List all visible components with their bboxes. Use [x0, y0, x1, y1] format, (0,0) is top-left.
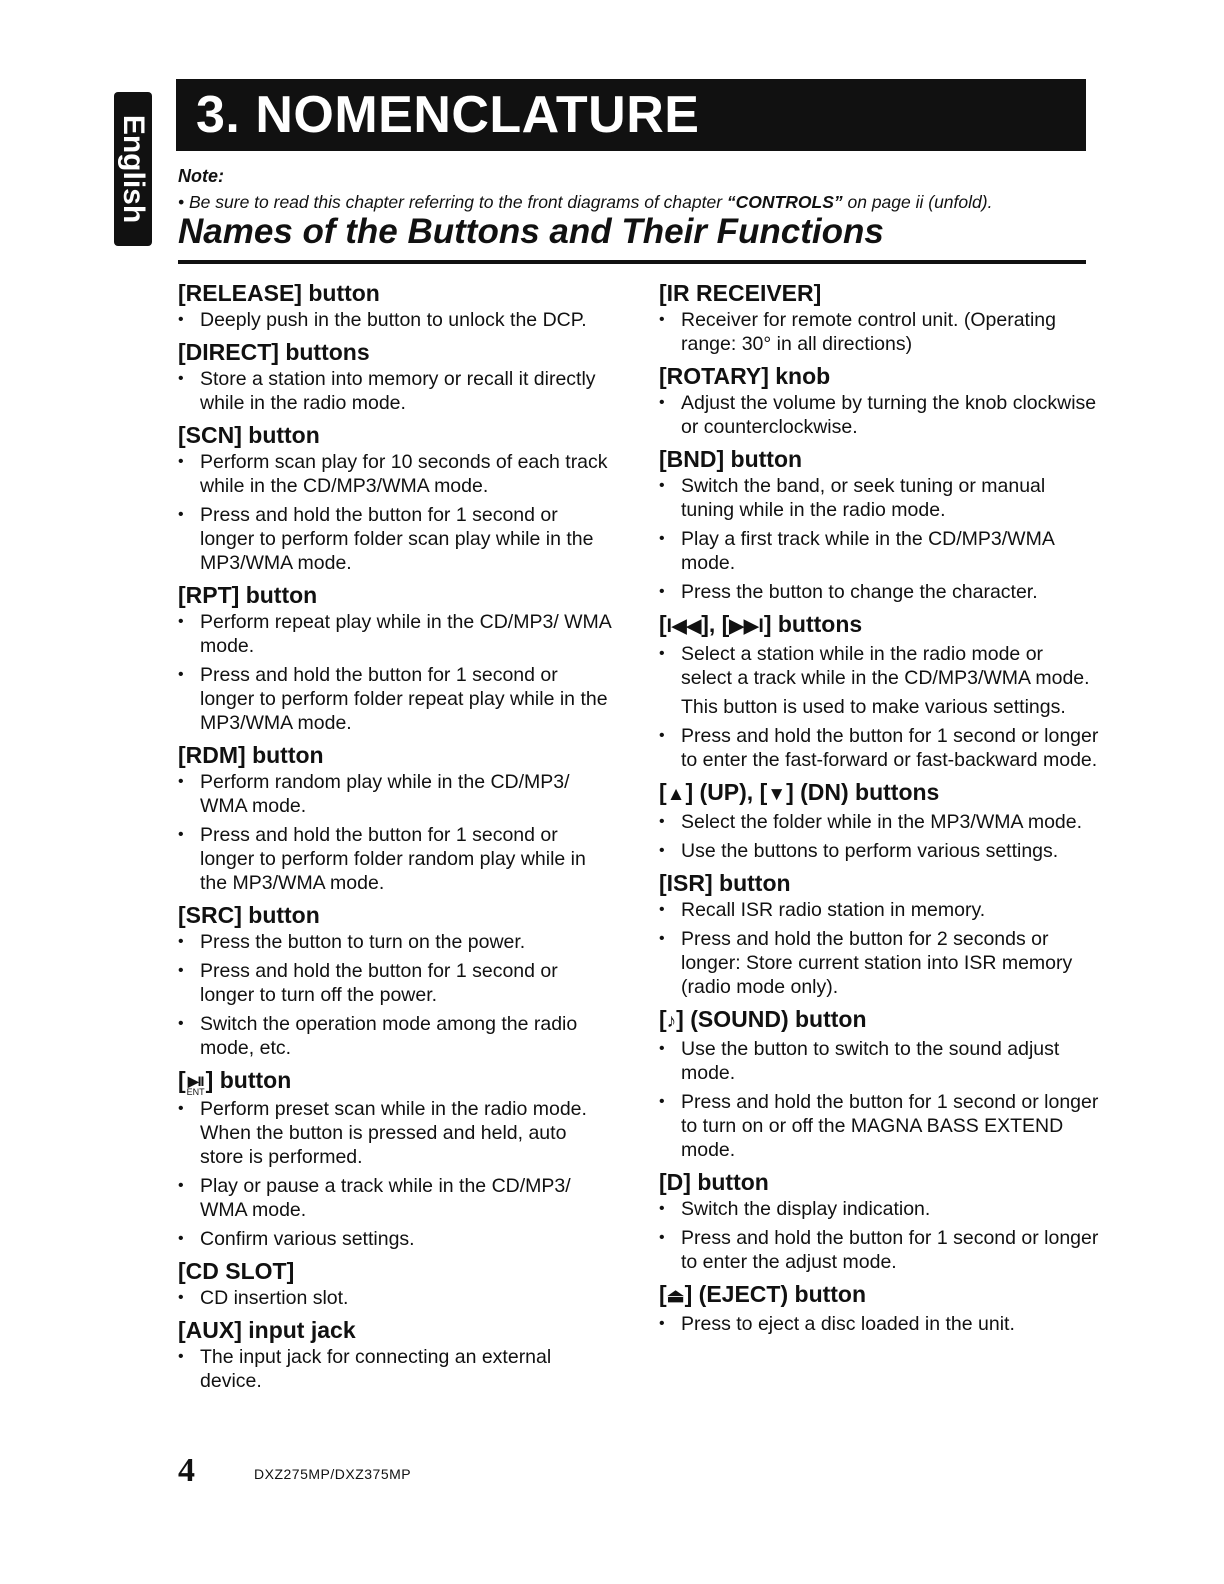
rpt-title: [RPT] button [178, 582, 318, 608]
eject-icon: ⏏ [666, 1286, 685, 1307]
scn-section [178, 420, 614, 575]
list-item: • Press and hold the button for 1 second or longer to perform folder random play while in the MP3/WMA mode. [178, 823, 614, 895]
chapter-title: 3. NOMENCLATURE [196, 86, 700, 144]
list-item: • Switch the band, or seek tuning or manual tuning while in the radio mode. [659, 474, 1099, 522]
up-down-section [659, 777, 1099, 863]
list-item: • Play a first track while in the CD/MP3/WMA mode. [659, 527, 1099, 575]
language-tab [114, 92, 152, 246]
list-item: • Press the button to change the character. [659, 580, 1099, 604]
up-arrow-icon: ▲ [666, 784, 686, 805]
release-section [178, 278, 614, 332]
list-item: • CD insertion slot. [178, 1286, 614, 1310]
play-pause-ent-icon: ▶II ENT [186, 1073, 205, 1097]
language-tab-label: English [117, 114, 150, 224]
rdm-section [178, 740, 614, 895]
rotary-section [659, 361, 1099, 439]
sound-section [659, 1004, 1099, 1162]
scn-title: [SCN] button [178, 422, 320, 448]
title-rule [178, 260, 1086, 264]
list-item: • Receiver for remote control unit. (Operating range: 30° in all directions) [659, 308, 1099, 356]
list-item: • Press and hold the button for 1 second or longer to perform folder repeat play while in the MP3/WMA mode. [178, 663, 614, 735]
skip-section [659, 609, 1099, 772]
list-item: • Confirm various settings. [178, 1227, 614, 1251]
left-column [178, 278, 614, 1398]
ir-title: [IR RECEIVER] [659, 280, 822, 306]
list-item: • Press to eject a disc loaded in the unit. [659, 1312, 1099, 1336]
src-title: [SRC] button [178, 902, 320, 928]
list-item: • Perform scan play for 10 seconds of each track while in the CD/MP3/WMA mode. [178, 450, 614, 498]
cd-slot-title: [CD SLOT] [178, 1258, 295, 1284]
skip-title: [I◀◀], [▶▶I] buttons [659, 611, 863, 637]
isr-title: [ISR] button [659, 870, 791, 896]
play-pause-title: [ ▶II ENT ] button [178, 1067, 292, 1097]
d-section [659, 1167, 1099, 1274]
list-item: • Select a station while in the radio mode or select a track while in the CD/MP3/WMA mode. [659, 642, 1099, 690]
model-number: DXZ275MP/DXZ375MP [254, 1466, 412, 1482]
note-label: Note: [178, 166, 224, 186]
list-item: • Use the button to switch to the sound adjust mode. [659, 1037, 1099, 1085]
eject-section [659, 1279, 1099, 1336]
sound-title: [♪] (SOUND) button [659, 1006, 867, 1032]
list-item: • Play or pause a track while in the CD/MP3/ WMA mode. [178, 1174, 614, 1222]
list-item: • Press and hold the button for 1 second or longer to turn off the power. [178, 959, 614, 1007]
direct-section [178, 337, 614, 415]
right-column [659, 278, 1099, 1341]
aux-title: [AUX] input jack [178, 1317, 356, 1343]
rotary-title: [ROTARY] knob [659, 363, 831, 389]
skip-previous-icon: I◀◀ [666, 616, 702, 637]
play-pause-section [178, 1065, 614, 1251]
list-item: • The input jack for connecting an external device. [178, 1345, 614, 1393]
list-item: • Switch the display indication. [659, 1197, 1099, 1221]
page-number: 4 [178, 1452, 195, 1489]
list-item: • Press the button to turn on the power. [178, 930, 614, 954]
list-item: • Adjust the volume by turning the knob clockwise or counterclockwise. [659, 391, 1099, 439]
list-item: • Switch the operation mode among the radio mode, etc. [178, 1012, 614, 1060]
list-item: • Perform random play while in the CD/MP3/ WMA mode. [178, 770, 614, 818]
list-item: • Press and hold the button for 2 seconds or longer: Store current station into ISR memory (radio mode only). [659, 927, 1099, 999]
release-title: [RELEASE] button [178, 280, 380, 306]
ir-section [659, 278, 1099, 356]
chapter-header [176, 79, 1086, 151]
isr-section [659, 868, 1099, 999]
cd-slot-section [178, 1256, 614, 1310]
up-down-title: [▲] (UP), [▼] (DN) buttons [659, 779, 940, 805]
skip-next-icon: ▶▶I [729, 616, 764, 637]
list-item: • Press and hold the button for 1 second or longer to turn on or off the MAGNA BASS EXTEND mode. [659, 1090, 1099, 1162]
list-item-note: This button is used to make various settings. [681, 696, 1066, 718]
section-title: Names of the Buttons and Their Functions [178, 212, 884, 251]
list-item: • Press and hold the button for 1 second or longer to enter the adjust mode. [659, 1226, 1099, 1274]
list-item: • Use the buttons to perform various settings. [659, 839, 1099, 863]
aux-section [178, 1315, 614, 1393]
d-title: [D] button [659, 1169, 769, 1195]
bnd-section [659, 444, 1099, 604]
rdm-title: [RDM] button [178, 742, 324, 768]
list-item: • Press and hold the button for 1 second or longer to enter the fast-forward or fast-backward mode. [659, 724, 1099, 772]
sound-icon: ♪ [666, 1011, 677, 1032]
src-section [178, 900, 614, 1060]
list-item: • Select the folder while in the MP3/WMA mode. [659, 810, 1099, 834]
down-arrow-icon: ▼ [767, 784, 787, 805]
rpt-section [178, 580, 614, 735]
list-item: • Perform preset scan while in the radio mode. When the button is pressed and held, auto store is performed. [178, 1097, 614, 1169]
list-item: • Press and hold the button for 1 second or longer to perform folder scan play while in the MP3/WMA mode. [178, 503, 614, 575]
eject-title: [⏏] (EJECT) button [659, 1281, 867, 1307]
list-item: • Store a station into memory or recall it directly while in the radio mode. [178, 367, 614, 415]
list-item: • Perform repeat play while in the CD/MP3/ WMA mode. [178, 610, 614, 658]
note-text: • Be sure to read this chapter referring to the front diagrams of chapter “CONTROLS” on page ii (unfold). [178, 192, 993, 212]
bnd-title: [BND] button [659, 446, 803, 472]
direct-title: [DIRECT] buttons [178, 339, 370, 365]
list-item: • Deeply push in the button to unlock the DCP. [178, 308, 614, 332]
list-item: • Recall ISR radio station in memory. [659, 898, 1099, 922]
